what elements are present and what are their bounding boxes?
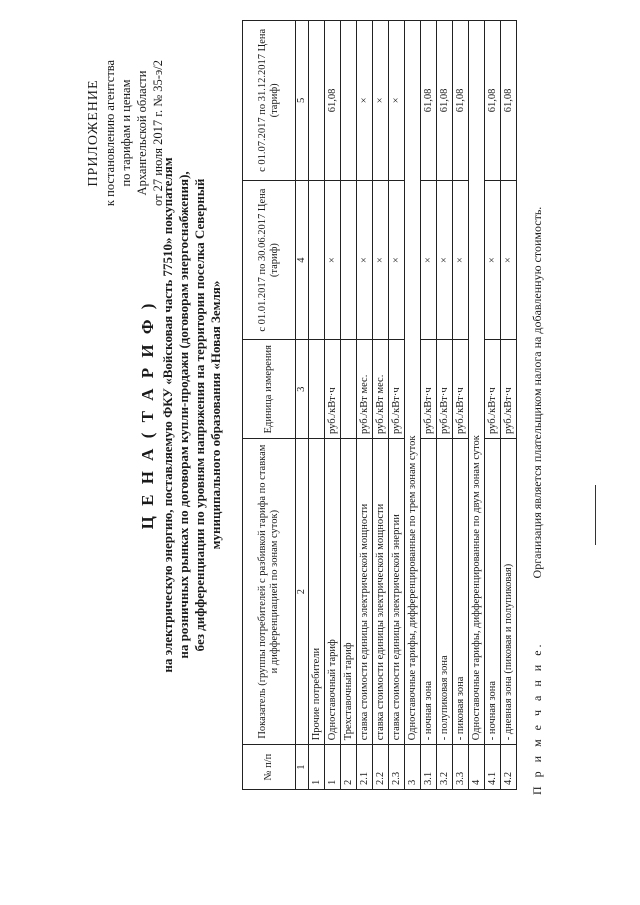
- row-price-period-2: 61,08: [325, 21, 341, 181]
- header-indicator: Показатель (группы потребителей с разбивкой тарифа по ставкам и дифференциацией по зонам суток): [243, 438, 296, 744]
- row-price-period-1: [309, 180, 325, 340]
- header-line: к постановлению агентства: [103, 59, 117, 207]
- row-number: 2.3: [389, 745, 405, 790]
- row-number: 4.2: [501, 745, 517, 790]
- row-price-period-2: 61,08: [501, 21, 517, 181]
- row-price-period-2: ×: [389, 21, 405, 181]
- row-indicator: - ночная зона: [485, 438, 501, 744]
- row-price-period-1: ×: [421, 180, 437, 340]
- row-number: 4: [469, 745, 485, 790]
- index-cell: 4: [296, 180, 309, 340]
- row-unit: руб./кВт·ч: [421, 340, 437, 438]
- row-indicator: - ночная зона: [421, 438, 437, 744]
- table-row: [421, 21, 437, 790]
- index-cell: 3: [296, 340, 309, 438]
- row-number: 3.3: [453, 745, 469, 790]
- table-row: [453, 21, 469, 790]
- row-indicator: ставка стоимости единицы электрической мощности: [357, 438, 373, 744]
- title-line: на розничных рынках по договорам купли-продажи (договорам энергоснабжения),: [176, 171, 191, 659]
- row-indicator: ставка стоимости единицы электрической мощности: [373, 438, 389, 744]
- header-line: от 27 июля 2017 г. № 35-э/2: [151, 59, 165, 207]
- title-line: без дифференциации по уровням напряжения на территории поселка Северный: [192, 178, 207, 652]
- appendix-title: ПРИЛОЖЕНИЕ: [86, 79, 101, 187]
- header-num: № п/п: [243, 745, 296, 790]
- table-index-row: [296, 21, 309, 790]
- note: [530, 95, 545, 795]
- table-row: [341, 21, 357, 790]
- row-indicator: Одноставочный тариф: [325, 438, 341, 744]
- row-indicator: - пиковая зона: [453, 438, 469, 744]
- table-row: [325, 21, 341, 790]
- row-section-title: Одноставочные тарифы, дифференцированные по трем зонам суток: [405, 21, 421, 745]
- index-cell: 1: [296, 745, 309, 790]
- index-cell: 5: [296, 21, 309, 181]
- row-indicator: - дневная зона (пиковая и полупиковая): [501, 438, 517, 744]
- row-number: 3.2: [437, 745, 453, 790]
- row-number: 1: [309, 745, 325, 790]
- row-price-period-1: ×: [485, 180, 501, 340]
- row-section-title: Одноставочные тарифы, дифференцированные по двум зонам суток: [469, 21, 485, 745]
- row-indicator: ставка стоимости единицы электрической энергии: [389, 438, 405, 744]
- row-unit: руб./кВт мес.: [373, 340, 389, 438]
- row-unit: руб./кВт·ч: [485, 340, 501, 438]
- row-price-period-2: ×: [373, 21, 389, 181]
- note-text: Организация является плательщиком налога на добавленную стоимость.: [530, 206, 544, 579]
- header-line: по тарифам и ценам: [119, 79, 133, 187]
- row-price-period-1: ×: [357, 180, 373, 340]
- row-unit: руб./кВт·ч: [437, 340, 453, 438]
- title-line: на электрическую энергию, поставляемую ФКУ «Войсковая часть 77510» покупателям: [160, 157, 175, 673]
- table-body: [309, 21, 517, 790]
- title-main: Ц Е Н А ( Т А Р И Ф ): [138, 300, 157, 530]
- row-price-period-1: ×: [325, 180, 341, 340]
- row-price-period-2: ×: [357, 21, 373, 181]
- table-row: [373, 21, 389, 790]
- row-price-period-2: 61,08: [485, 21, 501, 181]
- row-price-period-1: [341, 180, 357, 340]
- table-row: [309, 21, 325, 790]
- divider-line: [595, 485, 596, 545]
- row-price-period-1: ×: [389, 180, 405, 340]
- row-unit: [341, 340, 357, 438]
- index-cell: 2: [296, 438, 309, 744]
- table-row: [405, 21, 421, 790]
- note-label: П р и м е ч а н и е.: [530, 641, 544, 795]
- table-row: [389, 21, 405, 790]
- row-price-period-1: ×: [437, 180, 453, 340]
- row-price-period-2: [341, 21, 357, 181]
- row-number: 2.1: [357, 745, 373, 790]
- row-price-period-2: [309, 21, 325, 181]
- table-row: [469, 21, 485, 790]
- row-number: 2.2: [373, 745, 389, 790]
- row-price-period-2: 61,08: [437, 21, 453, 181]
- row-unit: руб./кВт мес.: [357, 340, 373, 438]
- row-number: 4.1: [485, 745, 501, 790]
- row-indicator: Прочие потребители: [309, 438, 325, 744]
- row-number: 3: [405, 745, 421, 790]
- row-number: 2: [341, 745, 357, 790]
- row-number: 1: [325, 745, 341, 790]
- row-indicator: - полупиковая зона: [437, 438, 453, 744]
- table-row: [437, 21, 453, 790]
- row-number: 3.1: [421, 745, 437, 790]
- row-unit: [309, 340, 325, 438]
- row-indicator: Трехставочный тариф: [341, 438, 357, 744]
- title-line: муниципального образования «Новая Земля»: [208, 280, 223, 550]
- header-unit: Единица измерения: [243, 340, 296, 438]
- row-price-period-1: ×: [501, 180, 517, 340]
- table-row: [485, 21, 501, 790]
- row-unit: руб./кВт·ч: [389, 340, 405, 438]
- row-unit: руб./кВт·ч: [501, 340, 517, 438]
- tariff-table: [242, 20, 517, 790]
- document-title: [138, 35, 224, 795]
- table-header-row: [243, 21, 296, 790]
- header-period-2: с 01.07.2017 по 31.12.2017 Цена (тариф): [243, 21, 296, 181]
- header-period-1: с 01.01.2017 по 30.06.2017 Цена (тариф): [243, 180, 296, 340]
- row-price-period-2: 61,08: [421, 21, 437, 181]
- header-line: Архангельской области: [135, 70, 149, 196]
- row-price-period-1: ×: [453, 180, 469, 340]
- row-unit: руб./кВт·ч: [453, 340, 469, 438]
- row-unit: руб./кВт·ч: [325, 340, 341, 438]
- table-row: [501, 21, 517, 790]
- row-price-period-2: 61,08: [453, 21, 469, 181]
- table-row: [357, 21, 373, 790]
- row-price-period-1: ×: [373, 180, 389, 340]
